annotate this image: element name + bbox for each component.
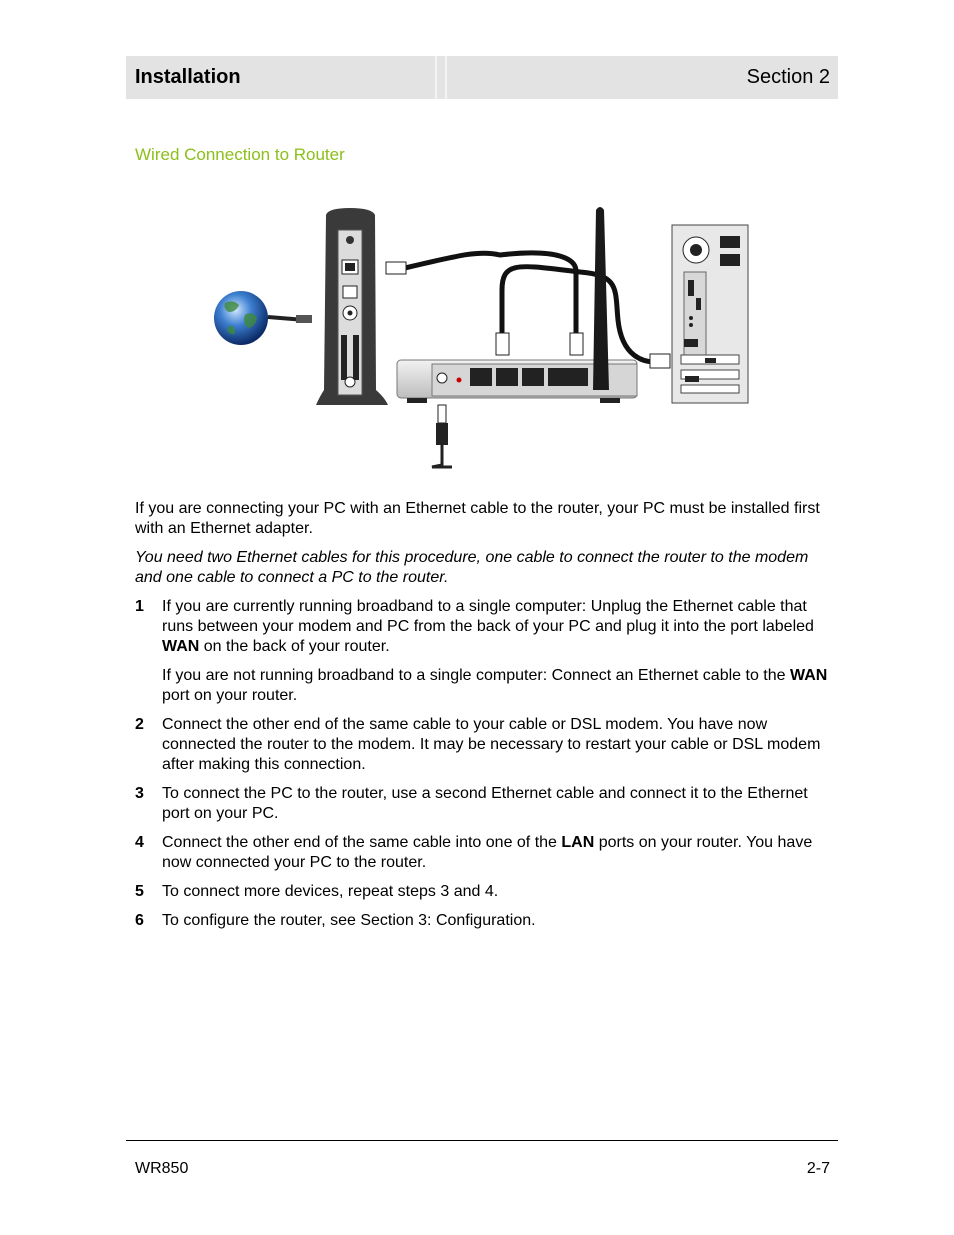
intro-paragraph: If you are connecting your PC with an Ethernet cable to the router, your PC must be installed first with an Ethernet adapter. xyxy=(135,500,820,537)
step-number: 3 xyxy=(135,785,144,802)
list-item xyxy=(135,911,835,931)
header-divider xyxy=(437,56,447,99)
router-icon xyxy=(397,207,637,403)
pc-tower-icon xyxy=(672,225,748,403)
footer-page-number: 2-7 xyxy=(806,1160,830,1177)
header-section-name: Installation xyxy=(126,56,437,99)
step-number: 4 xyxy=(135,834,144,851)
footer-model: WR850 xyxy=(135,1160,189,1177)
step-number: 5 xyxy=(135,883,144,900)
step-text: To connect more devices, repeat steps 3 and 4. xyxy=(162,883,499,900)
step-text: Connect the other end of the same cable into one of the LAN ports on your router. You have now connected your PC to the router. xyxy=(162,834,813,871)
step-text: To connect the PC to the router, use a second Ethernet cable and connect it to the Ethernet port on your PC. xyxy=(162,785,808,822)
step-continuation: If you are not running broadband to a single computer: Connect an Ethernet cable to the WAN port on your router. xyxy=(162,667,828,704)
step-number: 2 xyxy=(135,716,144,733)
list-item xyxy=(135,715,835,775)
list-item xyxy=(135,882,835,902)
connection-diagram xyxy=(200,200,760,475)
step-text: If you are currently running broadband to a single computer: Unplug the Ethernet cable that runs between your modem and PC from the back of your PC and plug it into the port labeled WAN on the back of your router. xyxy=(162,598,814,655)
intro-note: You need two Ethernet cables for this procedure, one cable to connect the router to the modem and one cable to connect a PC to the router. xyxy=(135,549,809,586)
footer-divider xyxy=(126,1140,838,1141)
list-item xyxy=(135,833,835,873)
list-item xyxy=(135,597,835,657)
power-adapter-icon xyxy=(432,405,452,467)
globe-icon xyxy=(214,291,268,345)
step-text: Connect the other end of the same cable to your cable or DSL modem. You have now connected the router to the modem. It may be necessary to restart your cable or DSL modem after making this connection. xyxy=(162,716,821,773)
step-number: 6 xyxy=(135,912,144,929)
header-section-number: Section 2 xyxy=(447,56,838,99)
section-subtitle: Wired Connection to Router xyxy=(135,145,345,164)
body-text xyxy=(135,499,835,940)
page-header xyxy=(126,56,838,99)
modem-icon xyxy=(316,208,388,405)
step-text: To configure the router, see Section 3: Configuration. xyxy=(162,912,536,929)
list-item xyxy=(135,784,835,824)
step-number: 1 xyxy=(135,598,144,615)
